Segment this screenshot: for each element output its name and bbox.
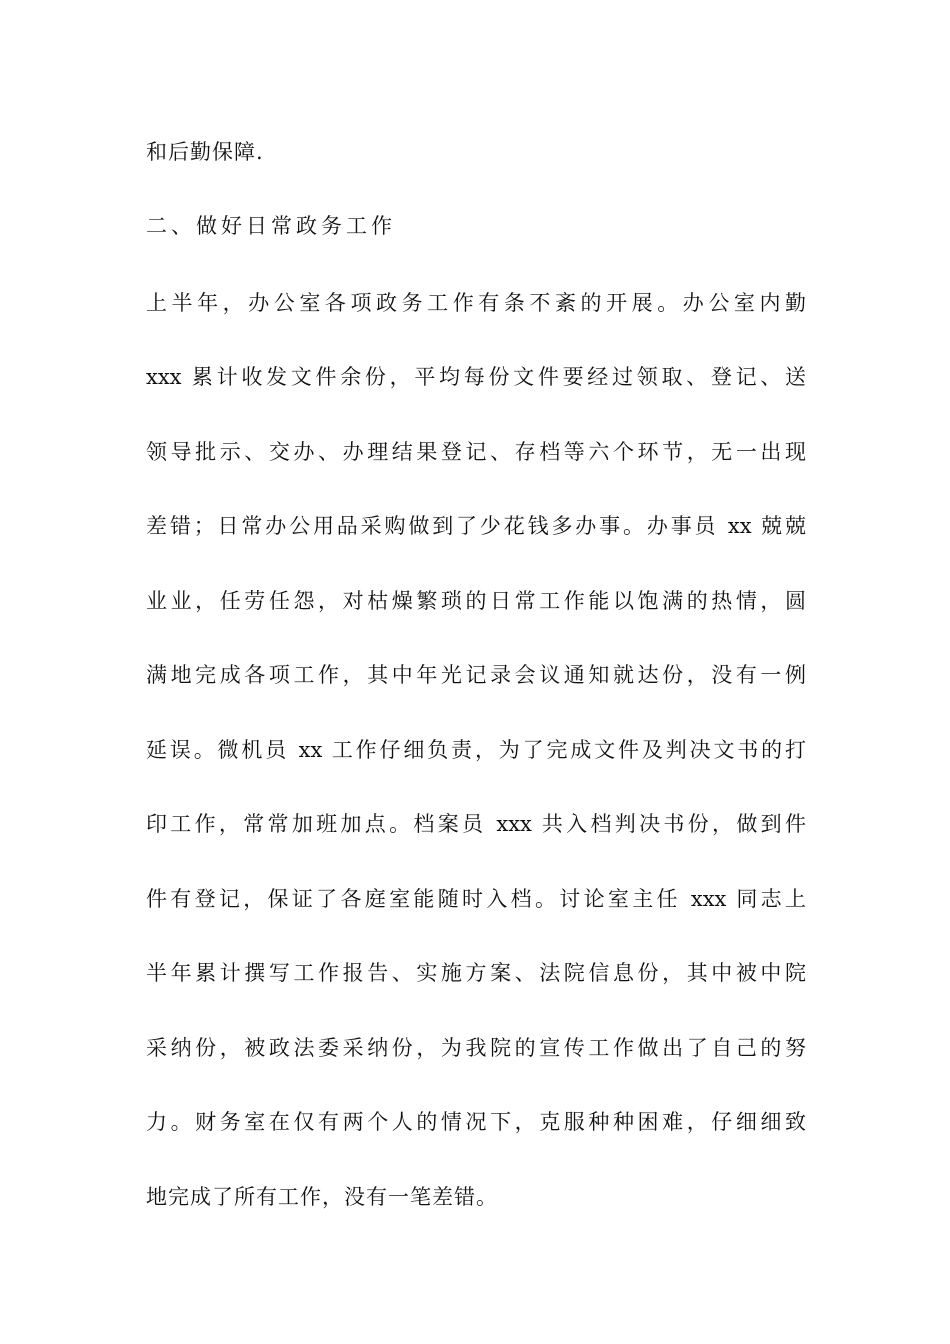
text-line-11: 件有登记，保证了各庭室能随时入档。讨论室主任 xxx 同志上	[146, 887, 806, 911]
text-line-12: 半年累计撰写工作报告、实施方案、法院信息份，其中被中院	[146, 961, 806, 985]
text-line-8: 满地完成各项工作，其中年光记录会议通知就达份，没有一例	[146, 663, 806, 687]
text-line-13: 采纳份，被政法委采纳份，为我院的宣传工作做出了自己的努	[146, 1036, 806, 1060]
text-line-1: 和后勤保障.	[146, 140, 264, 164]
text-line-6: 差错；日常办公用品采购做到了少花钱多办事。办事员 xx 兢兢	[146, 514, 806, 538]
text-line-15: 地完成了所有工作，没有一笔差错。	[146, 1185, 498, 1209]
text-line-7: 业业，任劳任怨，对枯燥繁琐的日常工作能以饱满的热情，圆	[146, 589, 806, 613]
section-heading: 二、做好日常政务工作	[146, 214, 396, 238]
text-line-5: 领导批示、交办、办理结果登记、存档等六个环节，无一出现	[146, 440, 806, 464]
text-line-14: 力。财务室在仅有两个人的情况下，克服种种困难，仔细细致	[146, 1110, 806, 1134]
text-line-10: 印工作，常常加班加点。档案员 xxx 共入档判决书份，做到件	[146, 812, 806, 836]
text-line-9: 延误。微机员 xx 工作仔细负责，为了完成文件及判决文书的打	[146, 738, 806, 762]
text-line-4: xxx 累计收发文件余份，平均每份文件要经过领取、登记、送	[146, 365, 806, 389]
text-line-3: 上半年，办公室各项政务工作有条不紊的开展。办公室内勤	[146, 291, 806, 315]
